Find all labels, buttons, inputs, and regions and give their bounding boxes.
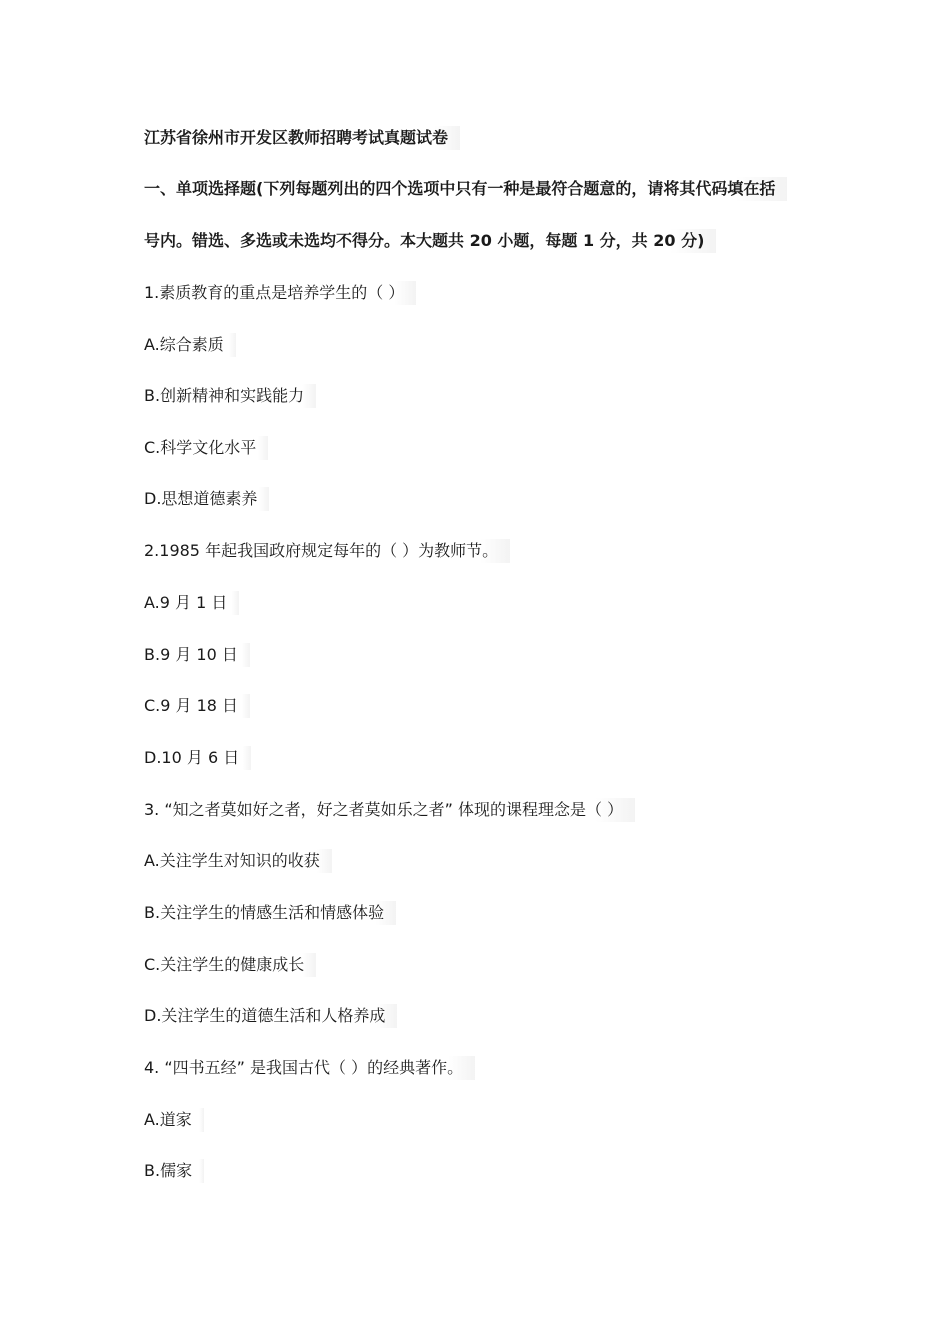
question-2-option-d: D.10 月 6 日 (144, 746, 251, 770)
question-1-option-c: C.科学文化水平 (144, 436, 268, 460)
section-heading-line-1: 一、单项选择题(下列每题列出的四个选项中只有一种是最符合题意的，请将其代码填在括 (144, 177, 787, 201)
question-3-option-c: C.关注学生的健康成长 (144, 953, 316, 977)
question-2-stem: 2.1985 年起我国政府规定每年的（ ）为教师节。 (144, 539, 510, 563)
question-1-option-d: D.思想道德素养 (144, 487, 269, 511)
question-4-stem: 4. “四书五经” 是我国古代（ ）的经典著作。 (144, 1056, 475, 1080)
question-2-option-b: B.9 月 10 日 (144, 643, 250, 667)
section-heading-line-2: 号内。错选、多选或未选均不得分。本大题共 20 小题，每题 1 分，共 20 分) (144, 229, 716, 253)
question-3-option-d: D.关注学生的道德生活和人格养成 (144, 1004, 397, 1028)
question-2-option-c: C.9 月 18 日 (144, 694, 250, 718)
question-3-option-b: B.关注学生的情感生活和情感体验 (144, 901, 396, 925)
question-4-option-a: A.道家 (144, 1108, 204, 1132)
question-1-stem: 1.素质教育的重点是培养学生的（ ） (144, 281, 416, 305)
question-1-option-a: A.综合素质 (144, 333, 236, 357)
question-4-option-b: B.儒家 (144, 1159, 204, 1183)
question-3-stem: 3. “知之者莫如好之者，好之者莫如乐之者” 体现的课程理念是（ ） (144, 798, 635, 822)
document-title: 江苏省徐州市开发区教师招聘考试真题试卷 (144, 126, 460, 150)
question-1-option-b: B.创新精神和实践能力 (144, 384, 316, 408)
question-3-option-a: A.关注学生对知识的收获 (144, 849, 332, 873)
question-2-option-a: A.9 月 1 日 (144, 591, 239, 615)
